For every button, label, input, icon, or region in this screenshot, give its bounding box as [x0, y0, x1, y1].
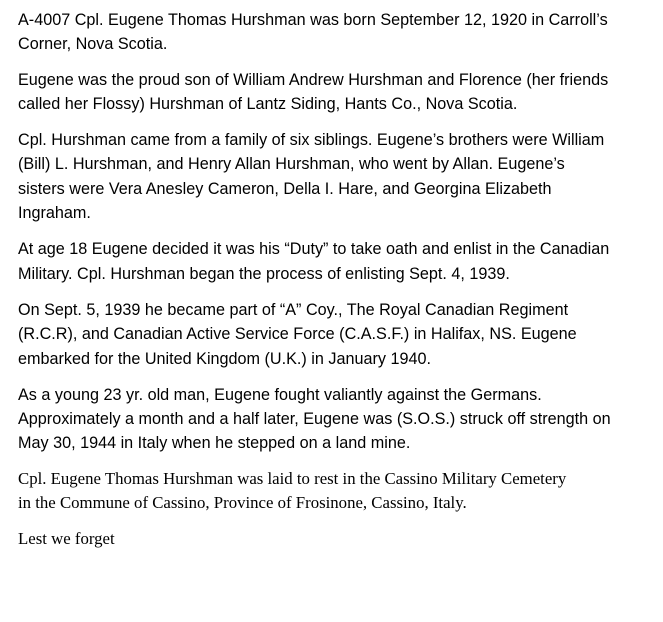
- paragraph-enlistment: At age 18 Eugene decided it was his “Duty” to take oath and enlist in the Canadian Military. Cpl. Hurshman began the process of enlisting Sept. 4, 1939.: [18, 240, 610, 283]
- paragraph-parents: Eugene was the proud son of William Andrew Hurshman and Florence (her friends called her Flossy) Hurshman of Lantz Siding, Hants Co., Nova Scotia.: [18, 70, 609, 113]
- paragraph-closing: Lest we forget: [18, 528, 115, 548]
- paragraph-death: As a young 23 yr. old man, Eugene fought valiantly against the Germans. Approximately a month and a half later, Eugene was (S.O.S.) struck off strength on May 30, 1944 in Italy when he stepped on a land mine.: [18, 385, 611, 453]
- paragraph-birth: A-4007 Cpl. Eugene Thomas Hurshman was born September 12, 1920 in Carroll’s Corner, Nova Scotia.: [18, 11, 608, 54]
- paragraph-siblings: Cpl. Hurshman came from a family of six siblings. Eugene’s brothers were William (Bill) L. Hurshman, and Henry Allan Hurshman, who went by Allan. Eugene’s sisters were Vera Anesley Cameron, Della I. Hare, and Georgina Elizabeth Ingraham.: [18, 131, 605, 223]
- paragraph-burial: Cpl. Eugene Thomas Hurshman was laid to rest in the Cassino Military Cemetery in the Commune of Cassino, Province of Frosinone, Cassino, Italy.: [18, 468, 567, 513]
- document-body: [18, 8, 658, 551]
- paragraph-regiment: On Sept. 5, 1939 he became part of “A” Coy., The Royal Canadian Regiment (R.C.R), and Canadian Active Service Force (C.A.S.F.) in Halifax, NS. Eugene embarked for the United Kingdom (U.K.) in January 1940.: [18, 300, 577, 368]
